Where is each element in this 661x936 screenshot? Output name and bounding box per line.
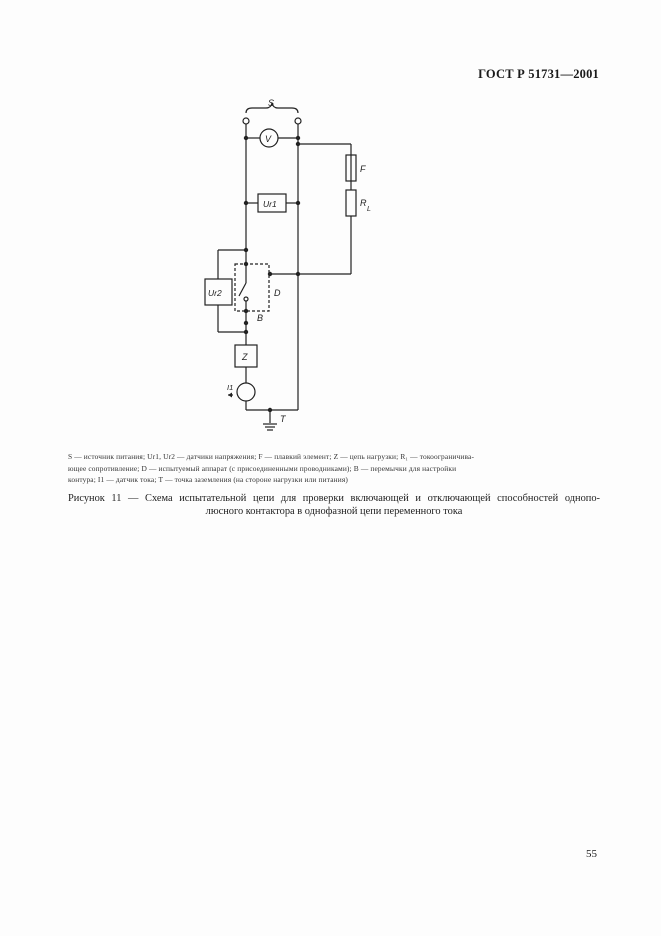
label-jumpers: B — [257, 313, 264, 323]
caption-line: Рисунок 11 — Схема испытательной цепи для проверки включающей и отключающей способностей однопо- — [68, 493, 600, 504]
label-ur2: Ur2 — [208, 288, 222, 298]
label-device: D — [274, 288, 281, 298]
standard-header: ГОСТ Р 51731—2001 — [478, 67, 599, 81]
label-ur1: Ur1 — [263, 199, 277, 209]
source-terminal-right — [295, 118, 301, 124]
label-fuse: F — [360, 164, 366, 174]
label-limiting-resistor: R — [360, 198, 367, 208]
label-voltmeter: V — [265, 134, 272, 144]
figure-legend — [68, 451, 598, 486]
label-current-sensor: I1 — [227, 383, 234, 392]
figure-caption — [68, 492, 600, 518]
legend-line: контура; I1 — датчик тока; T — точка заземления (на стороне нагрузки или питания) — [68, 475, 348, 484]
legend-line: ющее сопротивление; D — испытуемый аппарат (с присоединенными проводниками); B — перемычки для настройки — [68, 463, 457, 473]
label-source: S — [268, 98, 275, 108]
source-terminal-left — [243, 118, 249, 124]
caption-line: люсного контактора в однофазной цепи переменного тока — [205, 506, 463, 517]
current-sensor-symbol — [237, 383, 255, 401]
label-load: Z — [242, 352, 248, 362]
test-circuit-schematic — [0, 0, 661, 440]
switch-contact — [239, 283, 246, 296]
device-under-test-symbol — [235, 264, 269, 311]
label-ground-point: T — [280, 414, 286, 424]
label-limiting-resistor-sub: L — [367, 206, 371, 213]
limiting-resistor-symbol — [346, 190, 356, 216]
page-number: 55 — [586, 848, 597, 860]
legend-line: S — источник питания; Ur1, Ur2 — датчики напряжения; F — плавкий элемент; Z — цепь нагрузки; R₁ — токоограничива- — [68, 452, 475, 461]
